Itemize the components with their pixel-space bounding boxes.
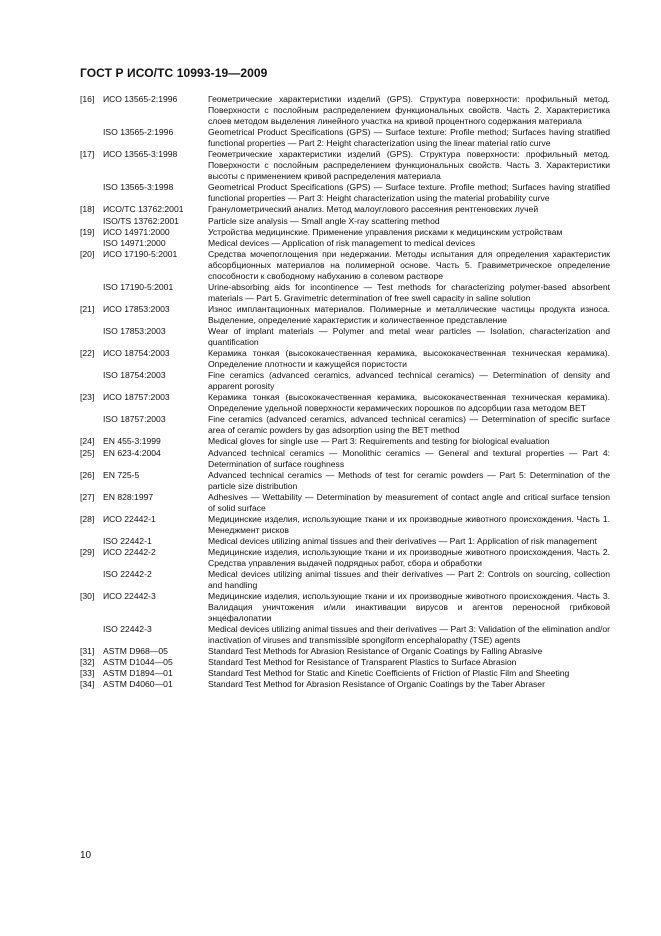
reference-entry [80, 249, 610, 282]
reference-code: ИСО 13565-2:1996 [103, 94, 178, 104]
reference-entry [80, 304, 610, 326]
reference-code: ISO/TS 13762:2001 [103, 215, 179, 226]
reference-title: Particle size analysis — Small angle X-ray scattering method [208, 215, 440, 226]
bibliography-list [80, 94, 610, 691]
reference-number: [29] [80, 546, 95, 557]
reference-code: ISO 17190-5:2001 [103, 281, 174, 292]
reference-entry [80, 348, 610, 370]
reference-title: Advanced technical ceramics — Monolithic ceramics — General and textural properties — Part 4: Determination of surface roughness [208, 447, 610, 469]
reference-entry [80, 668, 610, 679]
reference-entry [80, 591, 610, 624]
reference-number: [22] [80, 348, 95, 359]
reference-number: [32] [80, 657, 95, 668]
reference-entry [80, 492, 610, 514]
reference-title: Geometrical Product Specifications (GPS) — Surface texture: Profile method; Surfaces having stratified functional properties — Part 2: Height characterization using the linear material ratio curve [208, 127, 610, 149]
reference-entry [80, 448, 610, 470]
reference-entry [80, 414, 610, 436]
reference-number: [16] [80, 94, 95, 104]
reference-number [80, 326, 103, 348]
reference-title: Геометрические характеристики изделий (GPS). Структура поверхности: профильный метод. Поверхности с послойным распределением функциональных свойств. Часть 3. Характеристики высоты с применением кривой распределения материала [208, 149, 610, 182]
reference-entry [80, 470, 610, 492]
reference-number [80, 127, 103, 149]
reference-number: [24] [80, 436, 95, 447]
reference-code: ASTM D1044—05 [103, 657, 173, 668]
reference-code: ИСО 14971:2000 [103, 226, 170, 237]
reference-number: [34] [80, 679, 95, 690]
reference-entry [80, 536, 610, 547]
reference-title: Standard Test Method for Resistance of Transparent Plastics to Surface Abrasion [208, 657, 517, 668]
reference-number [80, 624, 103, 646]
reference-number: [28] [80, 513, 95, 524]
reference-entry [80, 624, 610, 646]
reference-number [80, 182, 103, 204]
reference-title: Керамика тонкая (высококачественная керамика, высококачественная техническая керамика). Определение плотности и кажущейся пористости [208, 348, 610, 370]
reference-entry [80, 282, 610, 304]
reference-entry [80, 182, 610, 204]
reference-title: Устройства медицинские. Применение управления рисками к медицинским устройствам [208, 226, 563, 237]
reference-entry [80, 216, 610, 227]
reference-title: Fine ceramics (advanced ceramics, advanced technical ceramics) — Determination of specific surface area of ceramic powders by gas adsorption using the BET method [208, 414, 610, 436]
reference-code: ISO 18754:2003 [103, 370, 166, 381]
reference-entry [80, 127, 610, 149]
reference-title: Медицинские изделия, использующие ткани и их производные животного происхождения. Часть 2. Средства управления выдачей подрядных работ, сбора и обработки [208, 546, 610, 568]
reference-code: EN 828:1997 [103, 491, 154, 502]
reference-code: ISO 13565-3:1998 [103, 182, 174, 193]
reference-title: Medical devices utilizing animal tissues and their derivatives — Part 3: Validation of the elimination and/or inactivation of viruses and transmissible spongiform encephalopathy (TSE) agents [208, 624, 610, 646]
reference-code: ISO 17853:2003 [103, 325, 166, 336]
reference-number [80, 216, 103, 227]
reference-code: ISO 22442-2 [103, 569, 152, 580]
reference-number: [20] [80, 248, 95, 259]
reference-entry [80, 204, 610, 215]
reference-entry [80, 238, 610, 249]
reference-code: ISO 14971:2000 [103, 237, 166, 248]
reference-title: Advanced technical ceramics — Methods of test for ceramic powders — Part 5: Determination of the particle size distribution [208, 469, 610, 491]
reference-title: Standard Test Method for Abrasion Resistance of Organic Coatings by the Taber Abraser [208, 679, 545, 690]
reference-code: ASTM D4060—01 [103, 679, 173, 690]
reference-code: ASTM D1894—01 [103, 668, 173, 679]
reference-number: [17] [80, 149, 95, 160]
reference-entry [80, 646, 610, 657]
reference-number [80, 414, 103, 436]
reference-title: Medical gloves for single use — Part 3: Requirements and testing for biological evaluation [208, 436, 550, 447]
reference-code: ИСО 17853:2003 [103, 303, 170, 314]
reference-entry [80, 436, 610, 447]
reference-number [80, 238, 103, 249]
reference-title: Wear of implant materials — Polymer and metal wear particles — Isolation, characterization and quantification [208, 325, 610, 348]
reference-title: Гранулометрический анализ. Метод малоуглового рассеяния рентгеновских лучей [208, 204, 539, 215]
reference-title: Urine-absorbing aids for incontinence — Test methods for characterizing polymer-based absorbent materials — Part 5. Gravimetric determination of free swell capacity in saline solution [208, 281, 610, 303]
reference-code: ИСО 22442-3 [103, 591, 156, 602]
reference-entry [80, 149, 610, 182]
reference-title: Medical devices utilizing animal tissues and their derivatives — Part 1: Application of risk management [208, 535, 597, 546]
document-header: ГОСТ Р ИСО/ТС 10993-19—2009 [80, 66, 268, 80]
reference-title: Износ имплантационных материалов. Полимерные и металлические частицы продукта износа. Выделение, определение характеристик и количественное представление [208, 303, 610, 325]
reference-number [80, 370, 103, 392]
reference-number [80, 569, 103, 591]
reference-code: ИСО 22442-2 [103, 546, 156, 557]
reference-code: ИСО 13565-3:1998 [103, 149, 178, 160]
page-number: 10 [80, 850, 92, 861]
reference-title: Standard Test Methods for Abrasion Resistance of Organic Coatings by Falling Abrasive [208, 646, 543, 657]
reference-code: ASTM D968—05 [103, 646, 168, 657]
reference-title: Fine ceramics (advanced ceramics, advanced technical ceramics) — Determination of density and apparent porosity [208, 370, 610, 392]
reference-number: [19] [80, 226, 95, 237]
reference-title: Medical devices — Application of risk management to medical devices [208, 237, 476, 248]
reference-entry [80, 370, 610, 392]
reference-number: [30] [80, 591, 95, 602]
reference-entry [80, 657, 610, 668]
reference-code: ИСО 17190-5:2001 [103, 248, 178, 259]
reference-title: Медицинские изделия, использующие ткани и их производные животного происхождения. Часть 1. Менеджмент рисков [208, 513, 610, 535]
reference-code: ISO 22442-1 [103, 535, 152, 546]
reference-title: Медицинские изделия, использующие ткани и их производные животного происхождения. Часть 3. Валидация уничтожения и/или инактивации вирусов и агентов переносной грибковой энцефалопатии [208, 591, 610, 624]
reference-code: ИСО 18757:2003 [103, 392, 170, 403]
reference-number: [27] [80, 491, 95, 502]
reference-entry [80, 326, 610, 348]
reference-code: ИСО 22442-1 [103, 513, 156, 524]
reference-code: ISO 13565-2:1996 [103, 127, 174, 138]
reference-number: [31] [80, 646, 95, 657]
reference-title: Керамика тонкая (высококачественная керамика, высококачественная техническая керамика). Определение удельной поверхности керамических порошков по адсорбции газа методом BET [208, 392, 610, 414]
reference-number: [26] [80, 469, 95, 480]
reference-code: ISO 22442-3 [103, 624, 152, 635]
reference-title: Средства мочепоглощения при недержании. Методы испытания для определения характеристик абсорбционных материалов на полимерной основе. Часть 5. Гравиметрическое определение способности к свободному набуханию в солевом растворе [208, 248, 610, 281]
reference-number: [21] [80, 303, 95, 314]
reference-number: [18] [80, 204, 95, 215]
reference-code: ИСО/ТС 13762:2001 [103, 204, 184, 215]
reference-code: ISO 18757:2003 [103, 414, 166, 425]
reference-entry [80, 514, 610, 536]
reference-entry [80, 547, 610, 569]
reference-code: EN 623-4:2004 [103, 447, 161, 458]
reference-entry [80, 679, 610, 690]
reference-code: ИСО 18754:2003 [103, 348, 170, 359]
reference-entry [80, 227, 610, 238]
reference-entry [80, 392, 610, 414]
reference-entry [80, 569, 610, 591]
reference-title: Standard Test Method for Static and Kinetic Coefficients of Friction of Plastic Film and Sheeting [208, 668, 570, 679]
reference-title: Geometrical Product Specifications (GPS) — Surface texture. Profile method; Surfaces having stratified functional properties — Part 3: Height characterization using the material probability curve [208, 182, 610, 204]
reference-number: [23] [80, 392, 95, 403]
reference-number [80, 536, 103, 547]
reference-title: Medical devices utilizing animal tissues and their derivatives — Part 2: Controls on sourcing, collection and handling [208, 569, 610, 591]
reference-number: [33] [80, 668, 95, 679]
reference-number: [25] [80, 447, 95, 458]
reference-entry [80, 94, 610, 127]
reference-code: EN 725-5 [103, 469, 140, 480]
reference-title: Adhesives — Wettability — Determination by measurement of contact angle and critical surface tension of solid surface [208, 491, 610, 513]
reference-number [80, 282, 103, 304]
reference-code: EN 455-3:1999 [103, 436, 161, 447]
reference-title: Геометрические характеристики изделий (GPS). Структура поверхности: профильный метод. Поверхности с послойным распределением функциональных свойств. Часть 2. Характеристика слоев методом выделения линейного участка на кривой процентного содержания материала [208, 94, 610, 127]
